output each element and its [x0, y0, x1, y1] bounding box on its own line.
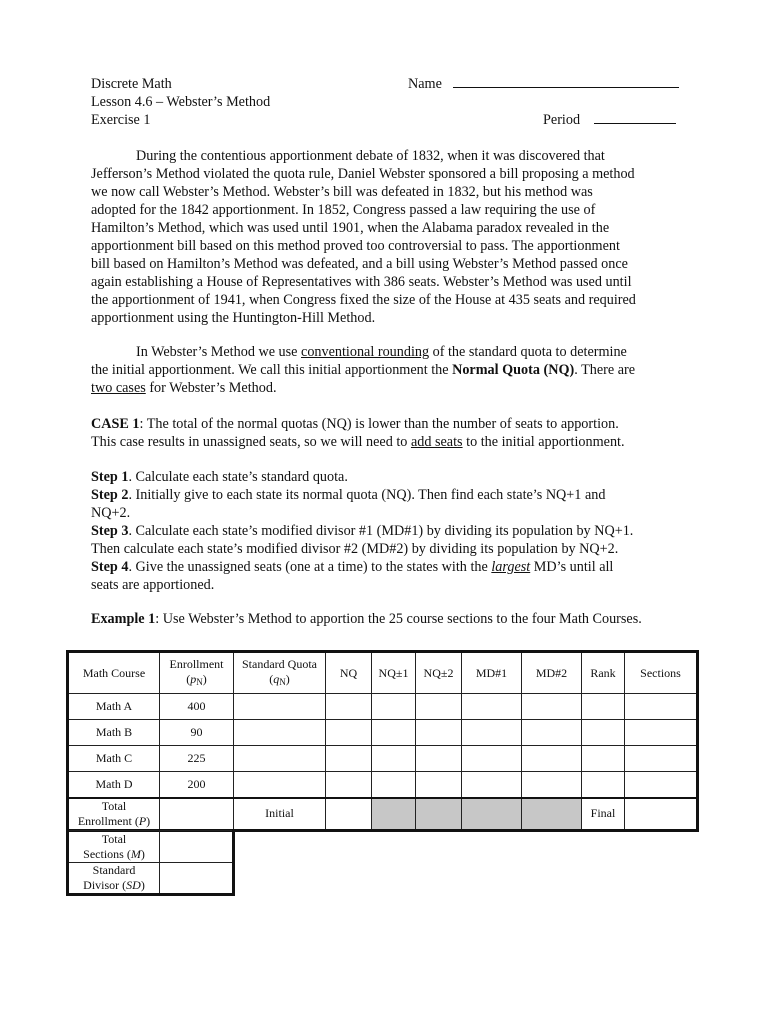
header-nq2: NQ±2 [416, 652, 462, 694]
nq2-input[interactable] [416, 772, 462, 798]
md1-input[interactable] [462, 694, 522, 720]
course-title: Discrete Math [91, 76, 172, 92]
standard-divisor-input[interactable] [160, 863, 234, 895]
step-3-cont: Then calculate each state’s modified divisor #2 (MD#2) by dividing its population by NQ+2. [91, 541, 619, 557]
name-label: Name [408, 76, 442, 92]
name-field[interactable] [408, 75, 679, 93]
standard-divisor-row [68, 863, 234, 895]
enrollment-cell: 225 [160, 746, 234, 772]
webster-line-3: two cases for Webster’s Method. [91, 380, 277, 396]
rank-input[interactable] [582, 746, 625, 772]
step-2: Step 2. Initially give to each state its normal quota (NQ). Then find each state’s NQ+1 and [91, 487, 606, 503]
header-nq: NQ [326, 652, 372, 694]
final-label: Final [582, 798, 625, 831]
step-1: Step 1. Calculate each state’s standard quota. [91, 469, 348, 485]
normal-quota-term: Normal Quota (NQ) [452, 362, 575, 378]
header-sections: Sections [625, 652, 698, 694]
nq-input[interactable] [326, 720, 372, 746]
rank-input[interactable] [582, 720, 625, 746]
intro-line: again establishing a House of Representatives with 386 seats. Webster’s Method was used until [91, 274, 632, 290]
intro-paragraph [91, 147, 691, 327]
final-total-input[interactable] [625, 798, 698, 831]
webster-paragraph [91, 343, 691, 397]
md2-input[interactable] [522, 694, 582, 720]
header-nq1: NQ±1 [372, 652, 416, 694]
header-rank: Rank [582, 652, 625, 694]
course-cell: Math D [68, 772, 160, 798]
nq2-input[interactable] [416, 746, 462, 772]
step-3: Step 3. Calculate each state’s modified divisor #1 (MD#1) by dividing its population by NQ+1. [91, 523, 634, 539]
intro-line: adopted for the 1842 apportionment. In 1852, Congress passed a law requiring the use of [91, 202, 596, 218]
steps-list [91, 468, 711, 594]
shaded-cell [462, 798, 522, 831]
standard-divisor-label: Standard Divisor (SD) [68, 863, 160, 895]
nq1-input[interactable] [372, 772, 416, 798]
shaded-cell [372, 798, 416, 831]
period-blank[interactable] [594, 123, 676, 124]
totals-row [68, 798, 698, 831]
sections-input[interactable] [625, 694, 698, 720]
table-row [68, 720, 698, 746]
sections-input[interactable] [625, 746, 698, 772]
md1-input[interactable] [462, 746, 522, 772]
table-row [68, 694, 698, 720]
rank-input[interactable] [582, 772, 625, 798]
table-row [68, 746, 698, 772]
period-field[interactable] [543, 111, 676, 129]
lesson-title: Lesson 4.6 – Webster’s Method [91, 94, 271, 110]
nq2-input[interactable] [416, 694, 462, 720]
divisor-table [66, 830, 235, 896]
nq1-input[interactable] [372, 720, 416, 746]
nq-input[interactable] [326, 746, 372, 772]
nq-input[interactable] [326, 694, 372, 720]
md2-input[interactable] [522, 720, 582, 746]
shaded-cell [522, 798, 582, 831]
nq2-input[interactable] [416, 720, 462, 746]
course-cell: Math A [68, 694, 160, 720]
apportionment-table [66, 650, 699, 832]
intro-line: we now call Webster’s Method. Webster’s bill was defeated in 1832, but his method was [91, 184, 593, 200]
initial-total-input[interactable] [326, 798, 372, 831]
md1-input[interactable] [462, 720, 522, 746]
sq-input[interactable] [234, 720, 326, 746]
enrollment-cell: 400 [160, 694, 234, 720]
conventional-rounding-term: conventional rounding [301, 344, 430, 360]
webster-line-2: the initial apportionment. We call this initial apportionment the Normal Quota (NQ). There are [91, 362, 636, 378]
step-4-cont: seats are apportioned. [91, 577, 215, 593]
case1-line-1: CASE 1: The total of the normal quotas (NQ) is lower than the number of seats to apportion. [91, 416, 619, 432]
intro-line: During the contentious apportionment debate of 1832, when it was discovered that [136, 148, 605, 164]
sections-input[interactable] [625, 720, 698, 746]
md1-input[interactable] [462, 772, 522, 798]
name-blank[interactable] [453, 87, 679, 88]
step-2-cont: NQ+2. [91, 505, 131, 521]
sq-input[interactable] [234, 694, 326, 720]
case1-label: CASE 1 [91, 416, 140, 432]
nq1-input[interactable] [372, 694, 416, 720]
nq-input[interactable] [326, 772, 372, 798]
rank-input[interactable] [582, 694, 625, 720]
exercise-title: Exercise 1 [91, 112, 151, 128]
intro-line: bill based on Hamilton’s Method was defeated, and a bill using Webster’s Method passed once [91, 256, 628, 272]
intro-line: the apportionment of 1941, when Congress fixed the size of the House at 435 seats and required [91, 292, 636, 308]
intro-line: apportionment bill based on this method proved too controversial to pass. The apportionment [91, 238, 620, 254]
total-sections-label: Total Sections (M) [68, 831, 160, 863]
sections-input[interactable] [625, 772, 698, 798]
total-enrollment-input[interactable] [160, 798, 234, 831]
period-label: Period [543, 112, 581, 128]
case1-line-2: This case results in unassigned seats, so we will need to add seats to the initial apportionment. [91, 434, 625, 450]
table-header-row [68, 652, 698, 694]
nq1-input[interactable] [372, 746, 416, 772]
example-1: Example 1: Use Webster’s Method to apportion the 25 course sections to the four Math Courses. [91, 611, 642, 627]
total-enrollment-label: Total Enrollment (P) [68, 798, 160, 831]
total-sections-row [68, 831, 234, 863]
sq-input[interactable] [234, 746, 326, 772]
header-math-course: Math Course [68, 652, 160, 694]
table-row [68, 772, 698, 798]
header-standard-quota: Standard Quota $(q_N)$ [234, 652, 326, 694]
webster-line-1: In Webster’s Method we use conventional rounding of the standard quota to determine [136, 344, 627, 360]
course-cell: Math B [68, 720, 160, 746]
shaded-cell [416, 798, 462, 831]
md2-input[interactable] [522, 746, 582, 772]
total-sections-input[interactable] [160, 831, 234, 863]
intro-line: Hamilton’s Method, which was used until 1901, when the Alabama paradox revealed in the [91, 220, 610, 236]
header-enrollment: Enrollment $(p_N)$ [160, 652, 234, 694]
enrollment-cell: 200 [160, 772, 234, 798]
initial-label: Initial [234, 798, 326, 831]
header-md2: MD#2 [522, 652, 582, 694]
intro-line: apportionment using the Huntington-Hill Method. [91, 310, 376, 326]
course-cell: Math C [68, 746, 160, 772]
step-4: Step 4. Give the unassigned seats (one at a time) to the states with the largest MD’s until all [91, 559, 614, 575]
header-md1: MD#1 [462, 652, 522, 694]
enrollment-cell: 90 [160, 720, 234, 746]
md2-input[interactable] [522, 772, 582, 798]
intro-line: Jefferson’s Method violated the quota rule, Daniel Webster sponsored a bill proposing a method [91, 166, 635, 182]
sq-input[interactable] [234, 772, 326, 798]
case1-paragraph [91, 415, 711, 451]
